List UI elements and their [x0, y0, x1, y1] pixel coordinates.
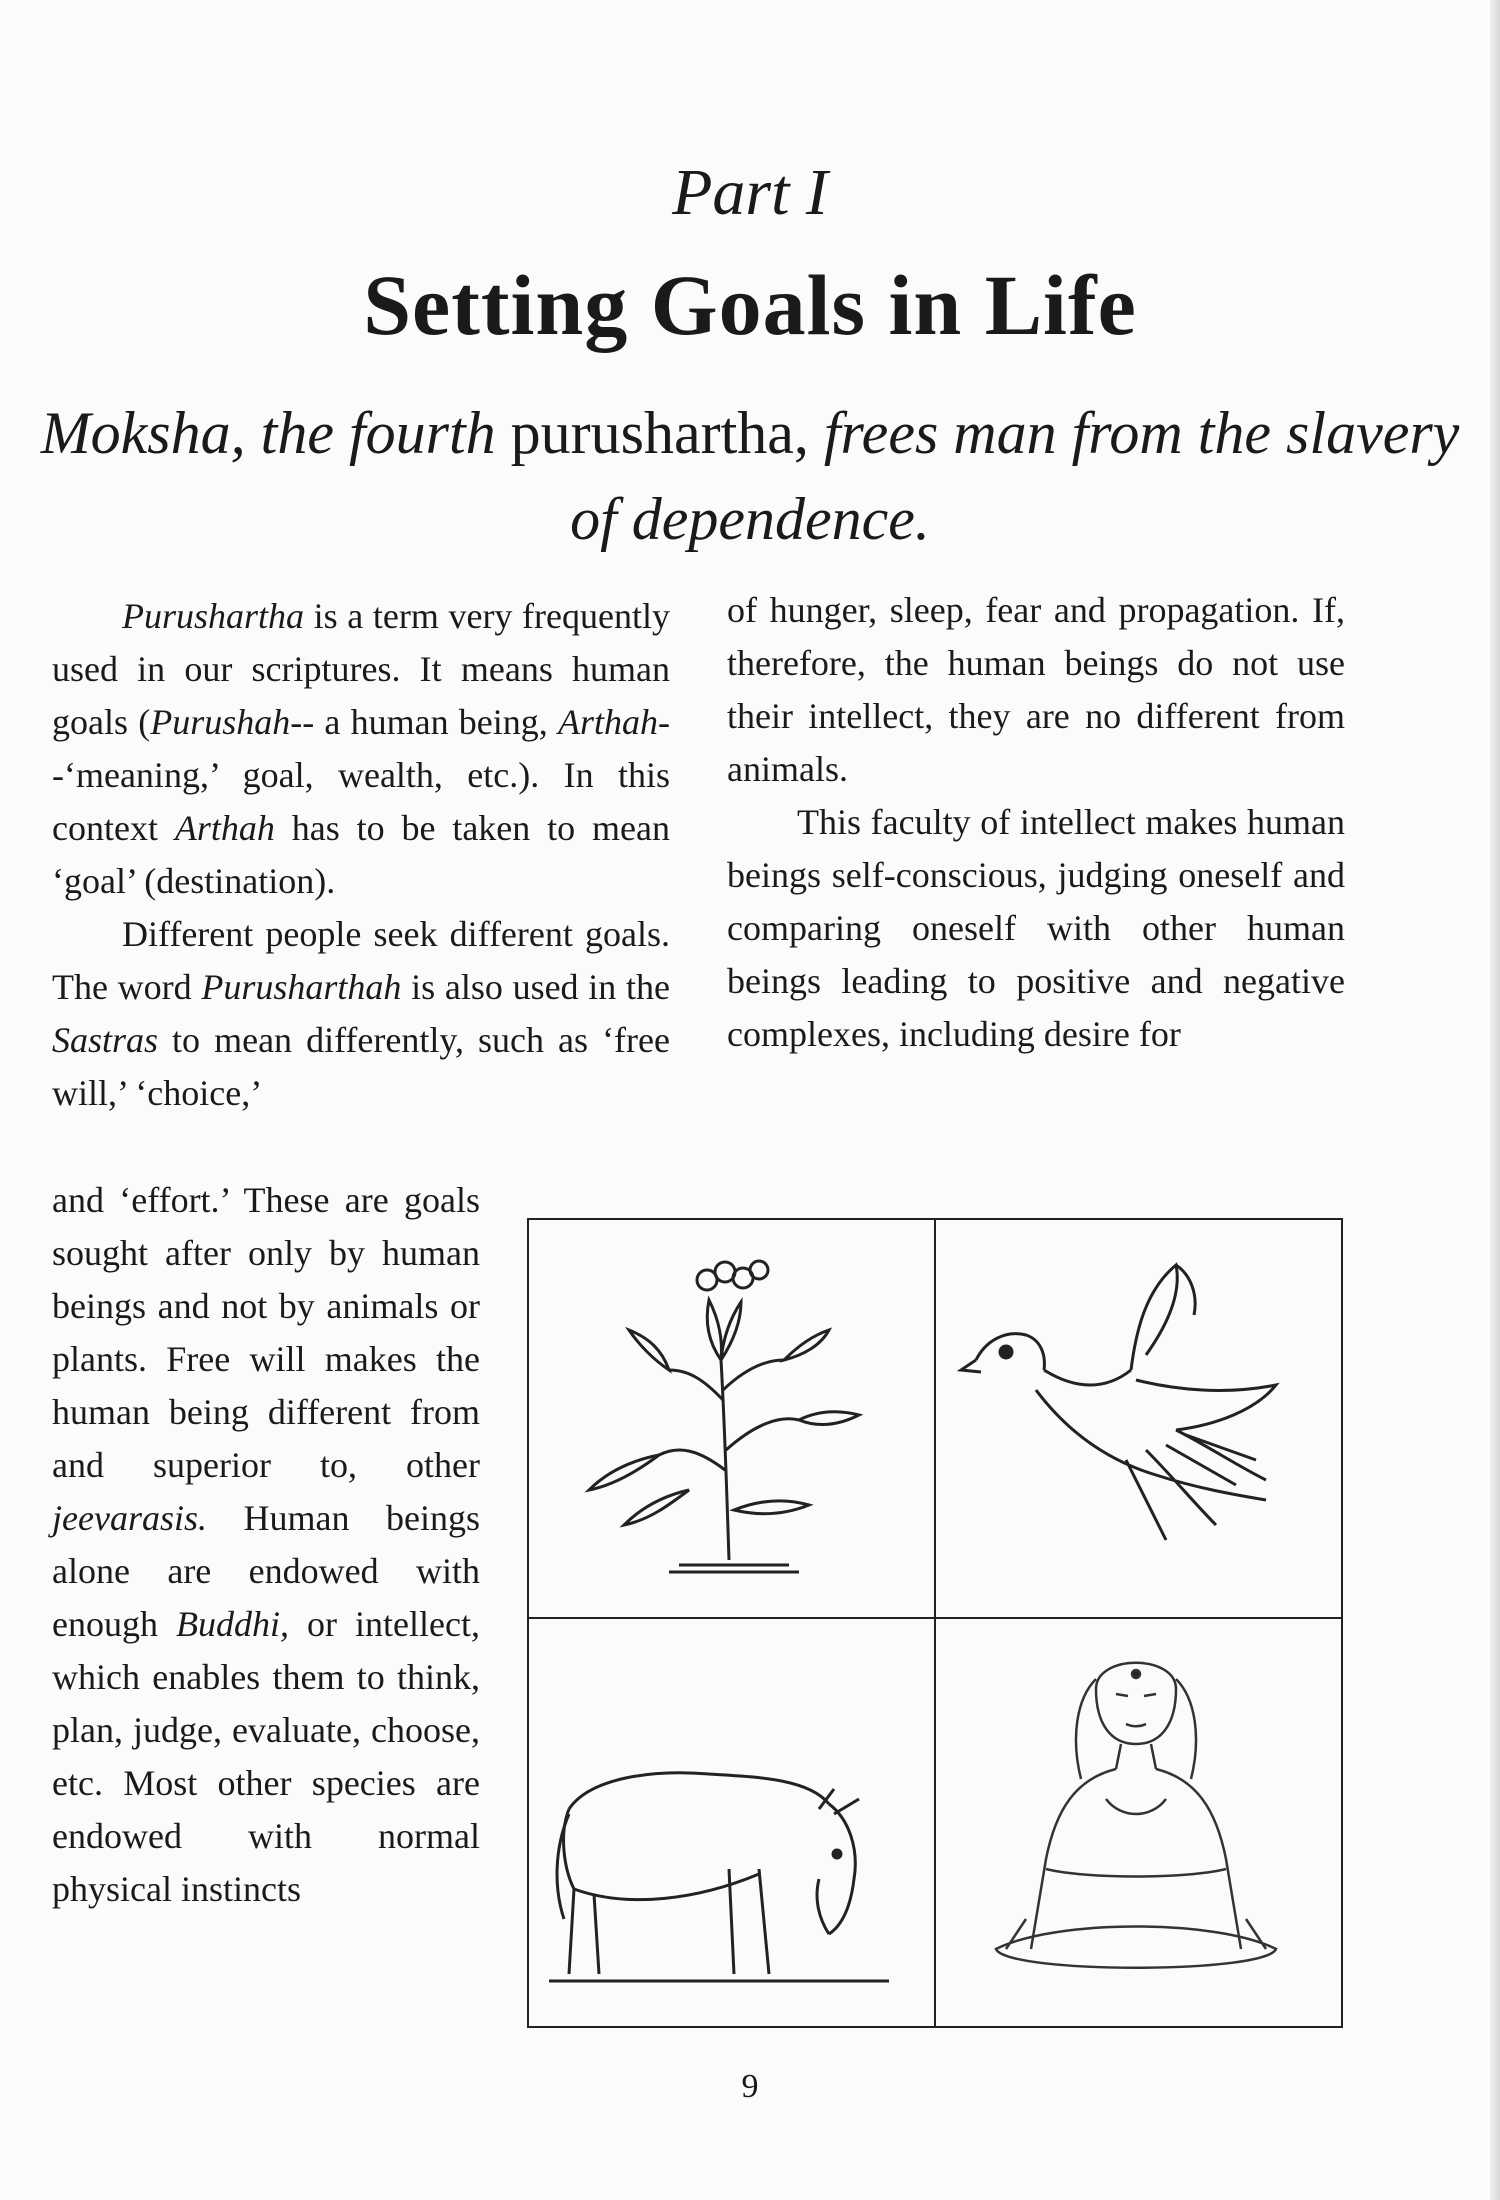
bird-icon	[936, 1220, 1340, 1616]
italic-term: Arthah	[557, 702, 658, 742]
subtitle-run: frees man from the slavery of dependence.	[570, 400, 1460, 552]
left-column	[52, 590, 670, 1120]
cow-icon	[529, 1619, 933, 2015]
plant-icon	[529, 1220, 933, 1616]
italic-term: jeevarasis.	[52, 1498, 207, 1538]
text-run: to mean differently, such as ‘free will,’ ‘choice,’	[52, 1020, 670, 1113]
text-run: --‘meaning,’ goal, wealth, etc.). In this context	[52, 702, 670, 848]
italic-term: Purusharthah	[201, 967, 402, 1007]
subtitle	[40, 390, 1460, 562]
text-run: Different people seek different goals. The word	[52, 914, 670, 1007]
subtitle-run: purushartha,	[510, 400, 824, 466]
right-column	[727, 584, 1345, 1061]
part-label: Part I	[672, 156, 828, 229]
paragraph	[727, 584, 1345, 796]
left-column-narrow	[52, 1174, 480, 1916]
text-run: Human beings alone are endowed with enough	[52, 1498, 480, 1644]
text-run: This faculty of intellect makes human beings self-conscious, judging oneself and comparing oneself with other human beings leading to positive and negative complexes, including desire for	[727, 802, 1345, 1054]
text-run: of hunger, sleep, fear and propagation. If, therefore, the human beings do not use their intellect, they are no different from animals.	[727, 590, 1345, 789]
italic-term: Buddhi,	[176, 1604, 290, 1644]
italic-term: Sastras	[52, 1020, 159, 1060]
paragraph	[52, 908, 670, 1120]
subtitle-run: Moksha, the fourth	[40, 400, 511, 466]
italic-term: Purushah--	[150, 702, 315, 742]
meditating-person-icon	[936, 1619, 1340, 2015]
text-run: or intellect, which enables them to think, plan, judge, evaluate, choose, etc. Most other species are endowed with normal physical instincts	[52, 1604, 481, 1909]
page-title: Setting Goals in Life	[363, 257, 1137, 353]
illustration-grid	[527, 1218, 1343, 2028]
text-run: and ‘effort.’ These are goals sought after only by human beings and not by animals or plants. Free will makes the human being different from and superior to, other	[52, 1180, 480, 1485]
text-run: a human being,	[314, 702, 558, 742]
paragraph	[727, 796, 1345, 1061]
paragraph	[52, 590, 670, 908]
italic-term: Arthah	[174, 808, 275, 848]
text-run: is also used in the	[401, 967, 670, 1007]
text-run: has to be taken to mean ‘goal’ (destination).	[52, 808, 670, 901]
page-number: 9	[741, 2068, 759, 2105]
text-run: is a term very frequently used in our scriptures. It means human goals (	[52, 596, 670, 742]
italic-term: Purushartha	[122, 596, 305, 636]
